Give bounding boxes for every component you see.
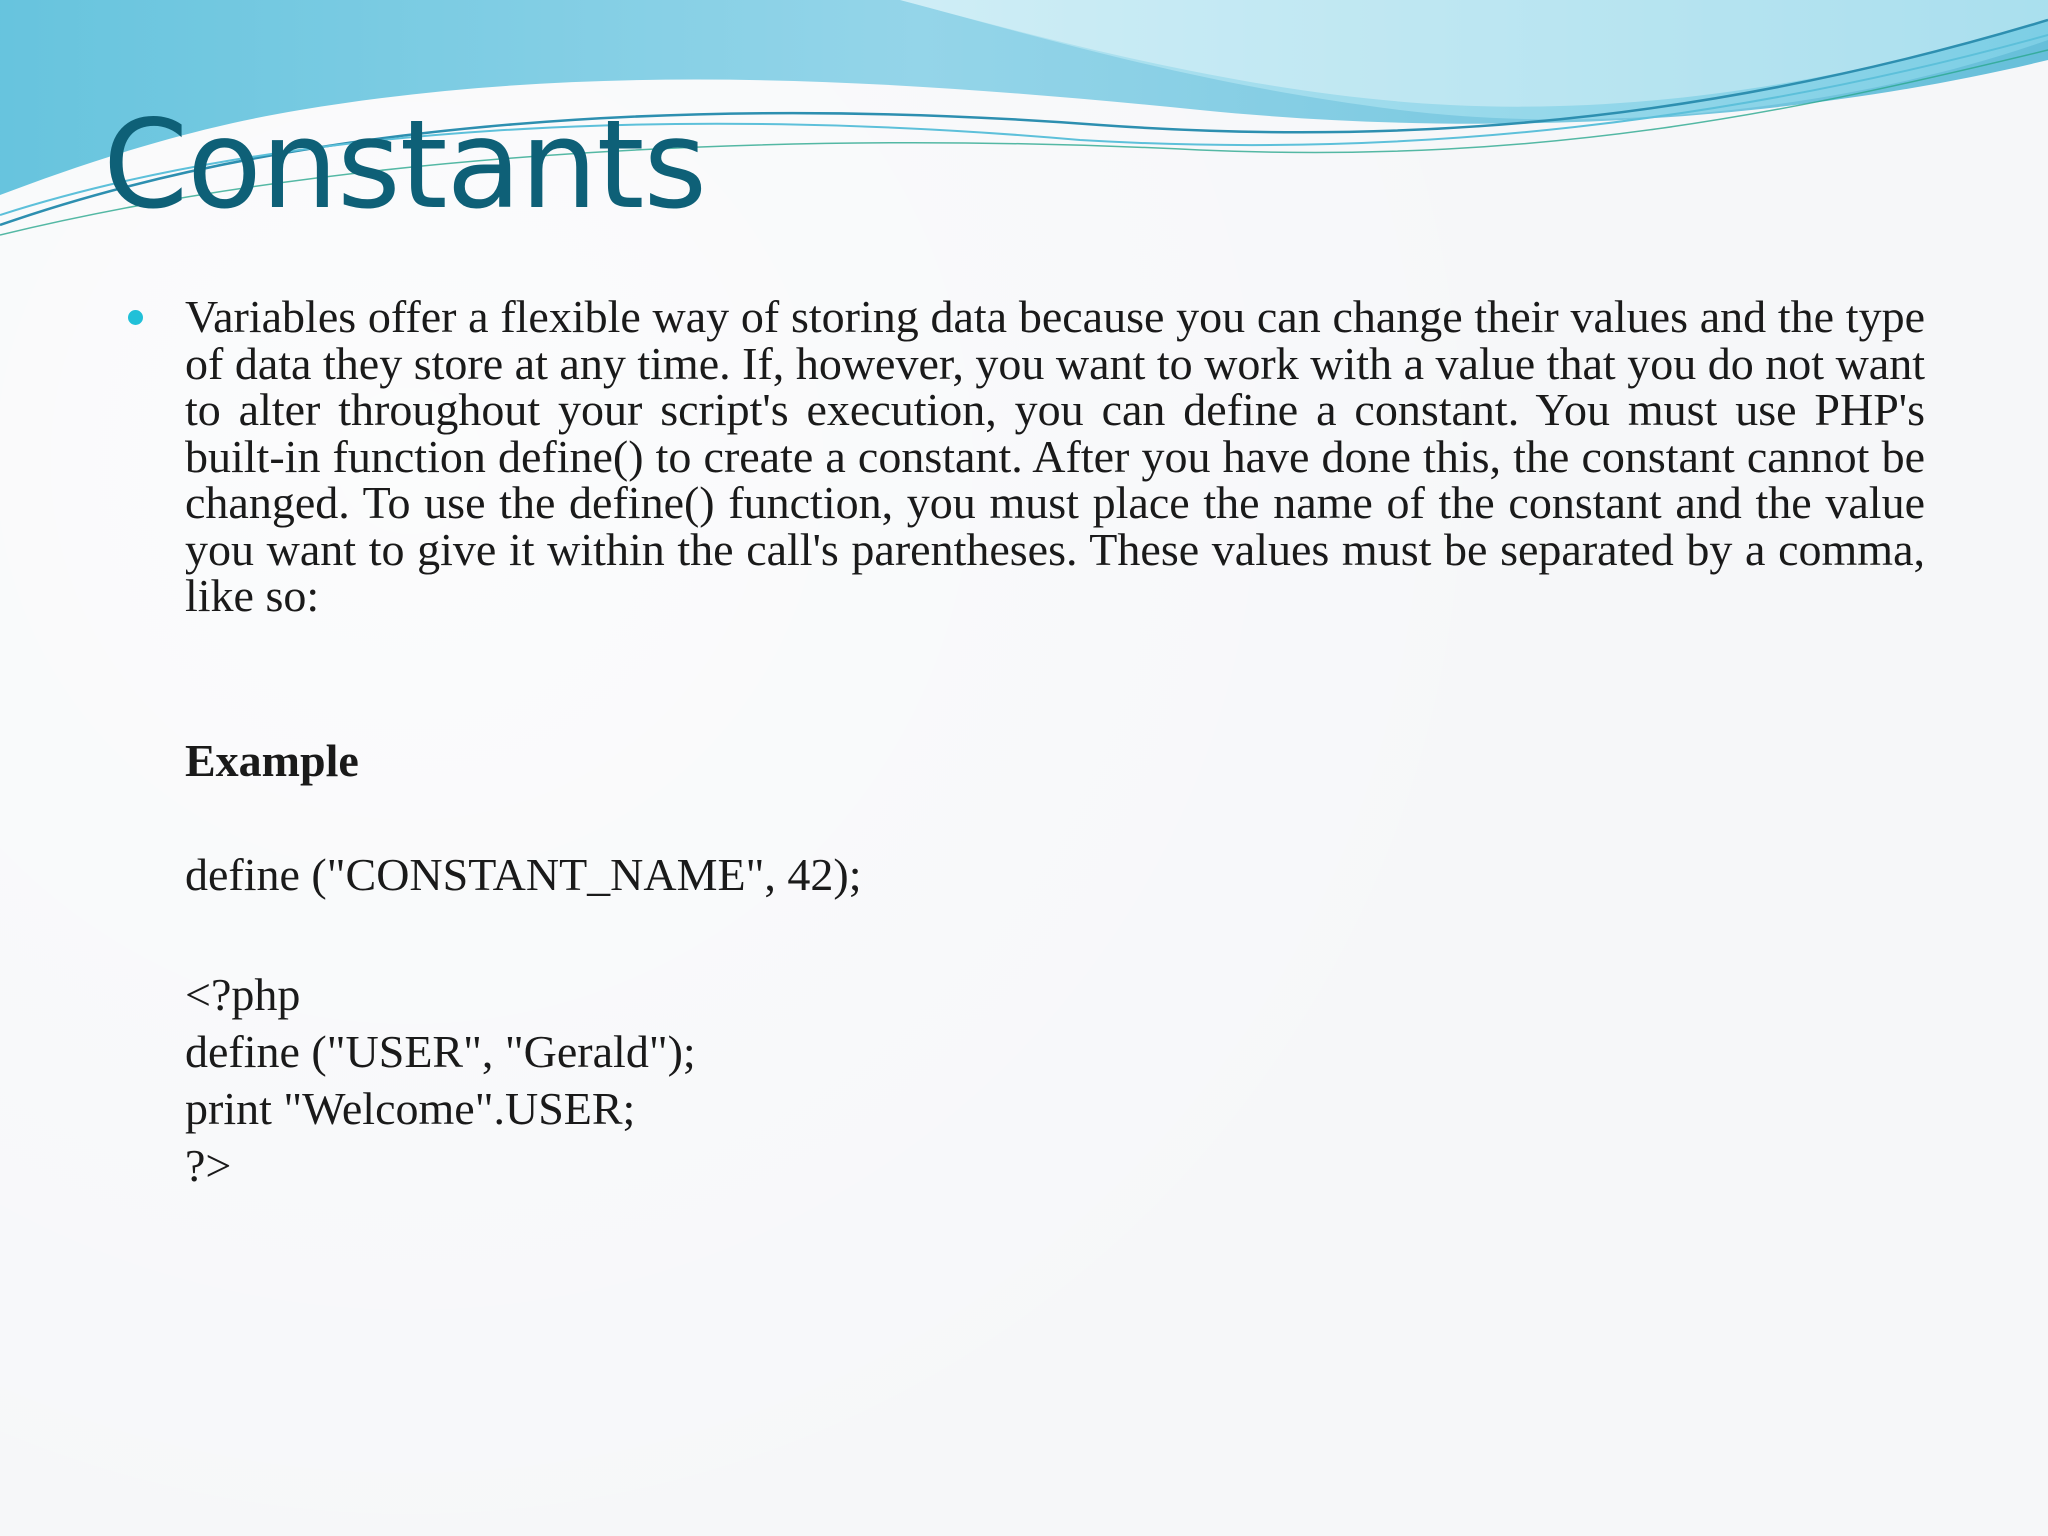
slide-title: Constants [103,94,707,236]
code-line-print: print "Welcome".USER; [185,1083,636,1134]
example-heading: Example [185,735,359,786]
code-line-define-user: define ("USER", "Gerald"); [185,1026,696,1077]
bullet-icon [128,310,143,325]
bullet-paragraph: Variables offer a flexible way of storing data because you can change their values and the type of data they store at any time. If, however, you want to work with a value that you do not want to alter throughout your script's execution, you can define a constant. You must use PHP's built-in function define() to create a constant. After you have done this, the constant cannot be changed. To use the define() function, you must place the name of the constant and the value you want to give it within the call's parentheses. These values must be separated by a comma, like so: [185,291,1925,621]
code-line-php-close: ?> [185,1140,232,1191]
code-define-example: define ("CONSTANT_NAME", 42); [185,849,862,900]
code-line-php-open: <?php [185,969,301,1020]
